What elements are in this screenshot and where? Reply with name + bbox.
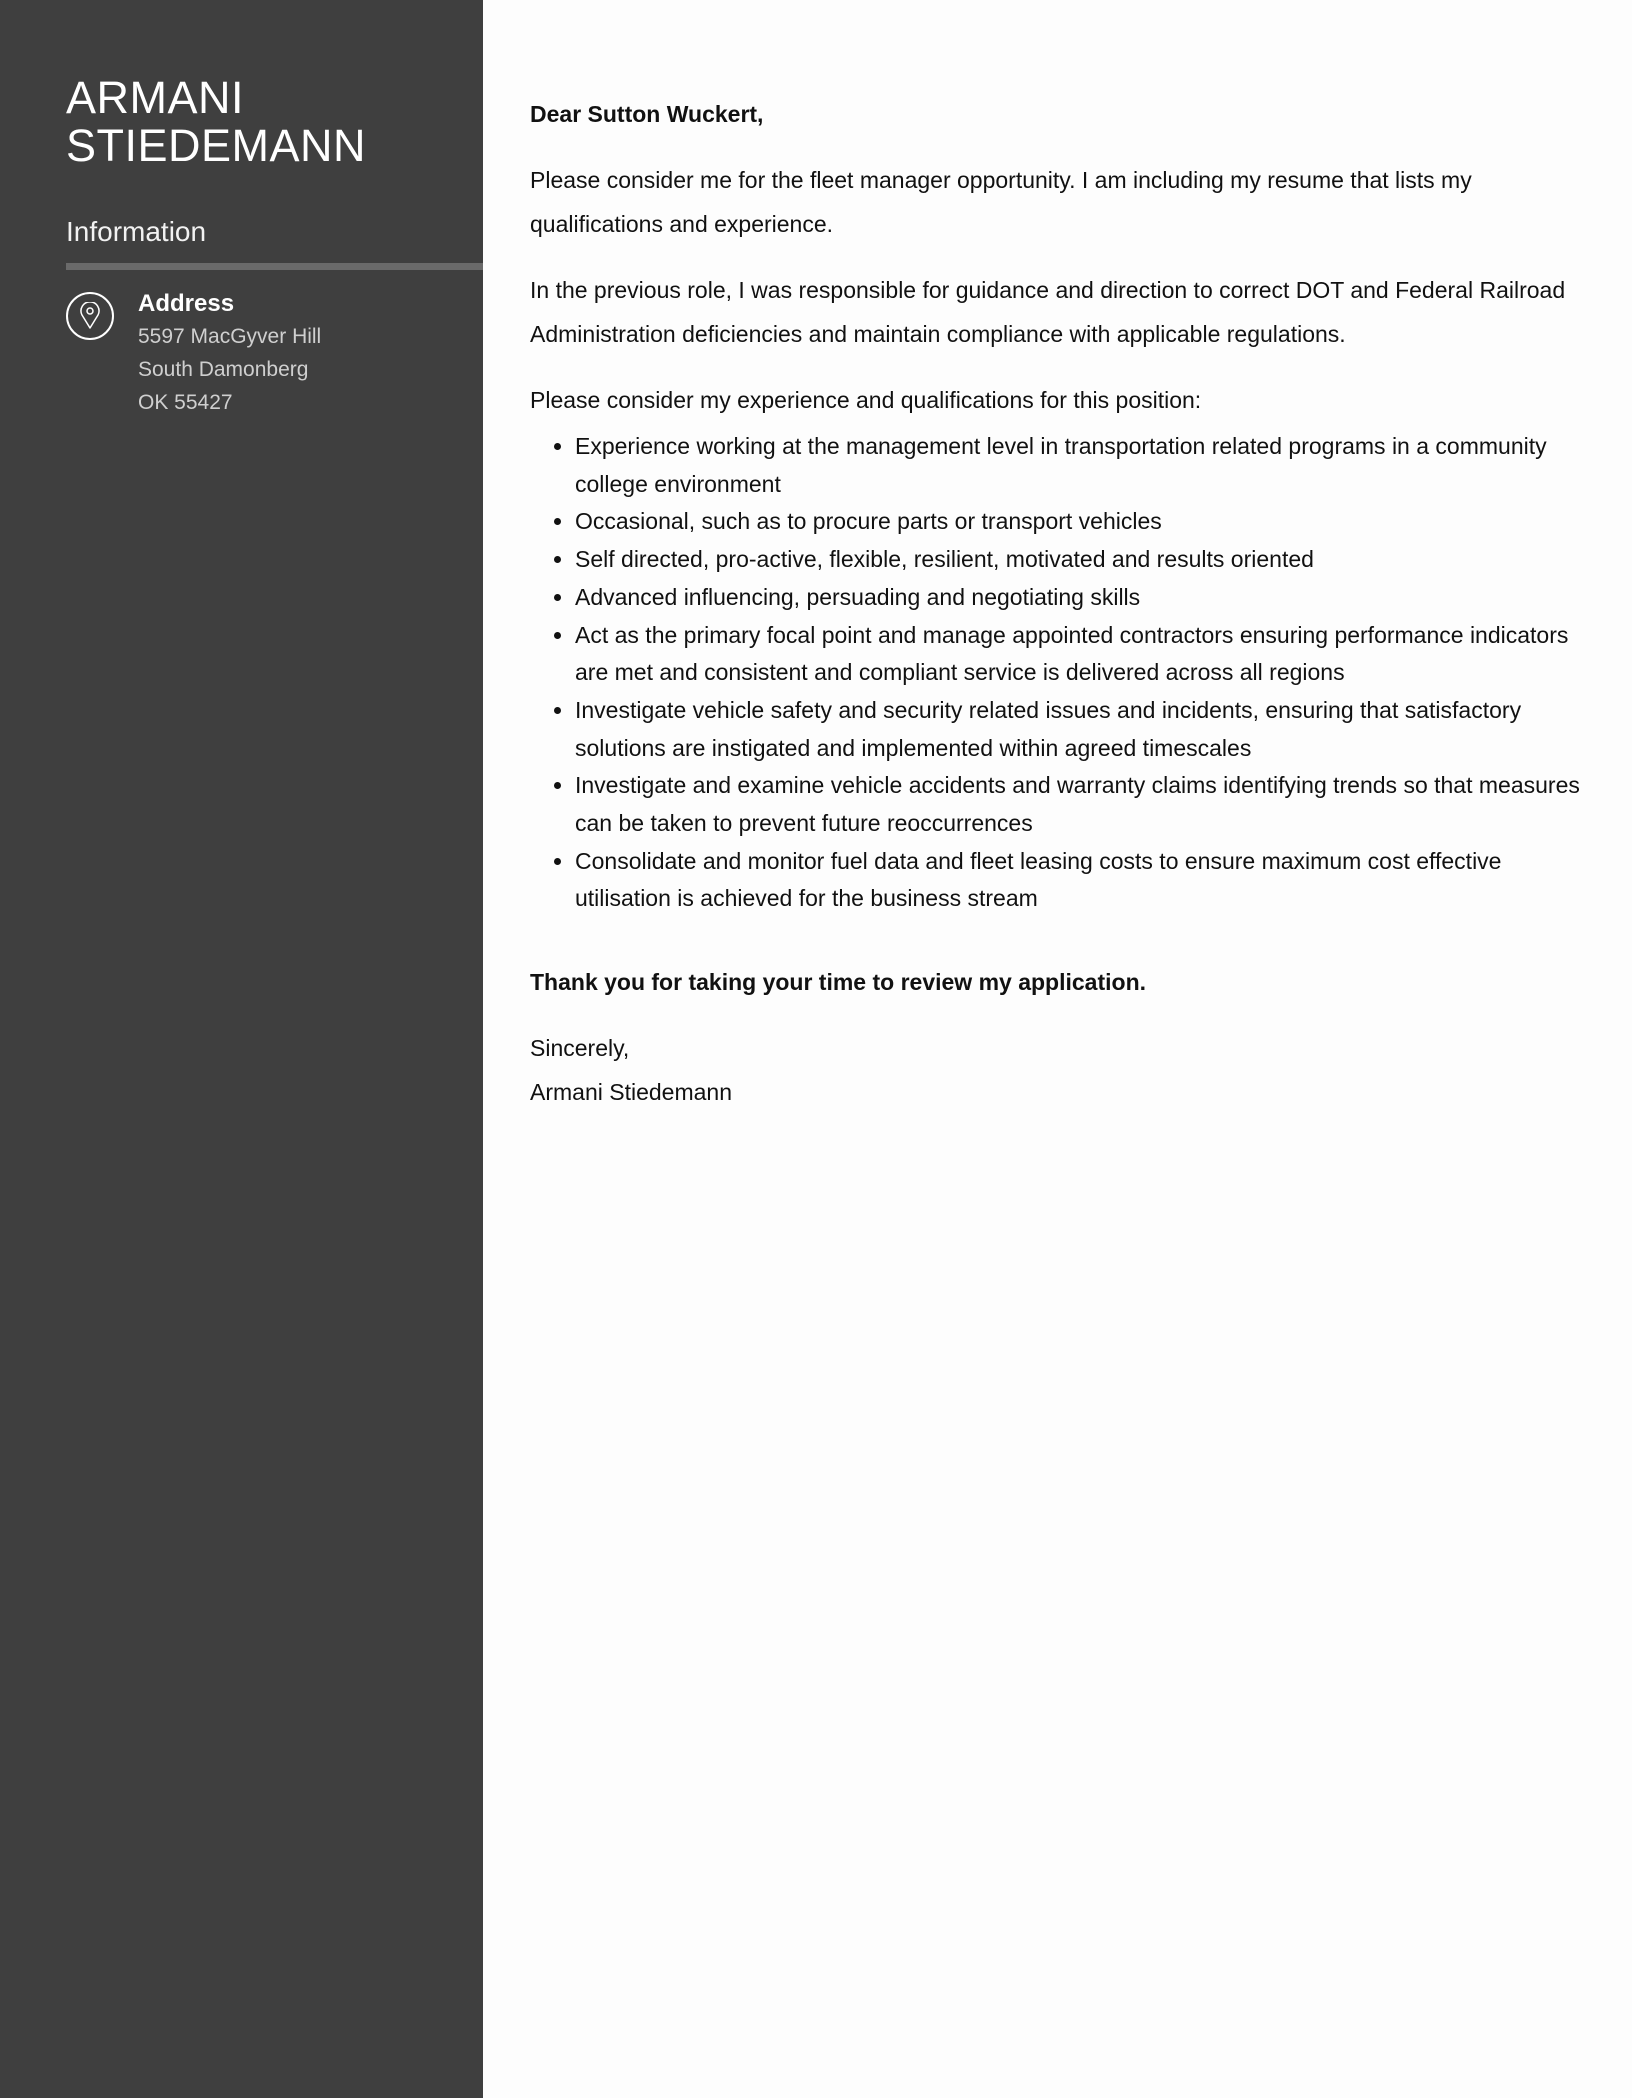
paragraph: Please consider me for the fleet manager opportunity. I am including my resume that lists my qualifications and experience. xyxy=(530,167,1472,237)
greeting: Dear Sutton Wuckert, xyxy=(530,101,764,127)
information-heading: Information xyxy=(66,216,207,247)
address-label: Address xyxy=(138,290,235,317)
list-item: • Advanced influencing, persuading and negotiating skills xyxy=(575,579,1600,617)
signature: Armani Stiedemann xyxy=(530,1079,732,1106)
applicant-name xyxy=(66,74,366,170)
qualifications-list xyxy=(530,428,1600,918)
paragraph: Please consider my experience and qualifications for this position: xyxy=(530,387,1202,413)
list-item: • Occasional, such as to procure parts or transport vehicles xyxy=(575,503,1600,541)
name-first: ARMANI xyxy=(66,72,245,123)
address-line: South Damonberg xyxy=(138,358,309,381)
address-line: 5597 MacGyver Hill xyxy=(138,325,322,348)
name-last: STIEDEMANN xyxy=(66,120,367,171)
letter-body xyxy=(530,92,1600,1114)
thank-you-line: Thank you for taking your time to review my application. xyxy=(530,969,1147,996)
sidebar xyxy=(0,0,483,2098)
address-block xyxy=(138,288,321,419)
section-divider xyxy=(66,263,483,270)
list-item: • Investigate vehicle safety and security related issues and incidents, ensuring that satisfactory solutions are instigated and implemented within agreed timescales xyxy=(575,692,1600,767)
paragraph: In the previous role, I was responsible for guidance and direction to correct DOT and Federal Railroad Administration deficiencies and maintain compliance with applicable regulations. xyxy=(530,277,1566,347)
closing: Sincerely, xyxy=(530,1035,630,1062)
map-pin-icon xyxy=(66,292,114,340)
list-item: • Act as the primary focal point and manage appointed contractors ensuring performance indicators are met and consistent and compliant service is delivered across all regions xyxy=(575,617,1600,692)
list-item: • Consolidate and monitor fuel data and fleet leasing costs to ensure maximum cost effective utilisation is achieved for the business stream xyxy=(575,843,1600,918)
address-line: OK 55427 xyxy=(138,391,233,414)
list-item: • Self directed, pro-active, flexible, resilient, motivated and results oriented xyxy=(575,541,1600,579)
list-item: • Experience working at the management level in transportation related programs in a community college environment xyxy=(575,428,1600,503)
list-item: • Investigate and examine vehicle accidents and warranty claims identifying trends so that measures can be taken to prevent future reoccurrences xyxy=(575,767,1600,842)
